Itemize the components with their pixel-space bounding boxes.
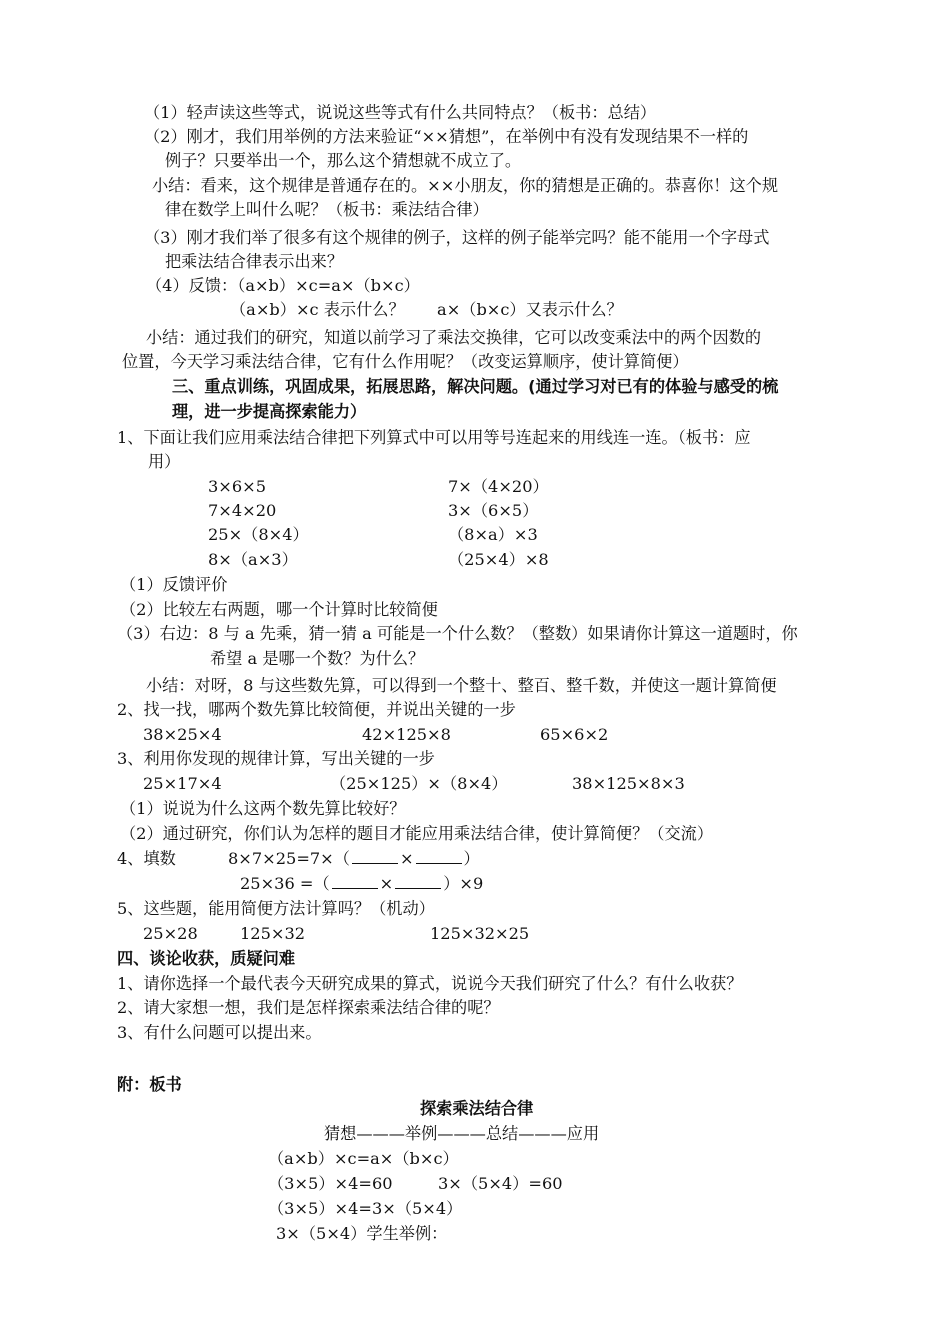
- summary2-line1: 小结：通过我们的研究，知道以前学习了乘法交换律，它可以改变乘法中的两个因数的: [146, 328, 762, 347]
- board-title: 探索乘法结合律: [420, 1099, 534, 1118]
- section4-item-2: 2、请大家想一想，我们是怎样探索乘法结合律的呢？: [117, 998, 500, 1017]
- right-expr-1: 7×（4×20）: [448, 477, 549, 496]
- right-expr-2: 3×（6×5）: [448, 501, 539, 520]
- section4-item-3: 3、有什么问题可以提出来。: [117, 1023, 322, 1042]
- section3-heading-line1: 三、重点训练，巩固成果，拓展思路，解决问题。(通过学习对已有的体验与感受的梳: [172, 377, 779, 396]
- board-flow: 猜想———举例———总结———应用: [324, 1124, 600, 1143]
- q1-text: （1）轻声读这些等式，说说这些等式有什么共同特点？（板书：总结）: [144, 103, 657, 122]
- answer-blank[interactable]: [395, 872, 441, 889]
- ex3-item-1: 25×17×4: [143, 774, 222, 793]
- ex5-item-3: 125×32×25: [430, 924, 530, 943]
- section4-heading: 四、谈论收获，质疑问难: [117, 949, 296, 968]
- q4-sub: （a×b）×c 表示什么？ a×（b×c）又表示什么？: [230, 300, 623, 319]
- ex4-b-start: 25×36 =（: [240, 874, 330, 893]
- ex1-line1: 1、下面让我们应用乘法结合律把下列算式中可以用等号连起来的用线连一连。（板书：应: [117, 428, 751, 447]
- ex1-q3-line2: 希望 a 是哪一个数？为什么？: [210, 649, 425, 668]
- left-expr-2: 7×4×20: [208, 501, 277, 520]
- ex1-q2: （2）比较左右两题，哪一个计算时比较简便: [120, 600, 438, 619]
- answer-blank[interactable]: [352, 847, 398, 864]
- ex2-title: 2、找一找，哪两个数先算比较简便，并说出关键的一步: [117, 700, 516, 719]
- board-label: 附：板书: [117, 1075, 182, 1094]
- left-expr-1: 3×6×5: [208, 477, 267, 496]
- ex1-q1: （1）反馈评价: [120, 575, 228, 594]
- answer-blank[interactable]: [332, 872, 378, 889]
- board-example-d: 3×（5×4）学生举例：: [276, 1224, 448, 1243]
- ex1-summary: 小结：对呀，8 与这些数先算，可以得到一个整十、整百、整千数，并使这一题计算简便: [146, 676, 777, 695]
- ex4-a-mid: ×: [399, 849, 414, 868]
- right-expr-4: （25×4）×8: [448, 550, 549, 569]
- board-formula: （a×b）×c=a×（b×c）: [268, 1149, 459, 1168]
- ex2-item-1: 38×25×4: [143, 725, 222, 744]
- ex3-title: 3、利用你发现的规律计算，写出关键的一步: [117, 749, 435, 768]
- ex4-a-start: 8×7×25=7×（: [228, 849, 350, 868]
- ex3-item-2: （25×125）×（8×4）: [330, 774, 508, 793]
- ex5-title: 5、这些题，能用简便方法计算吗？（机动）: [117, 899, 435, 918]
- ex2-item-2: 42×125×8: [362, 725, 451, 744]
- ex4-equation-a: [228, 847, 480, 871]
- ex3-q1: （1）说说为什么这两个数先算比较好？: [120, 799, 406, 818]
- summary1-line1: 小结：看来，这个规律是普通存在的。××小朋友，你的猜想是正确的。恭喜你！这个规: [152, 176, 779, 195]
- ex5-item-2: 125×32: [240, 924, 306, 943]
- q2-line2: 例子？只要举出一个，那么这个猜想就不成立了。: [165, 151, 522, 170]
- ex4-b-end: ）×9: [443, 874, 484, 893]
- left-expr-4: 8×（a×3）: [208, 550, 298, 569]
- ex5-item-1: 25×28: [143, 924, 198, 943]
- summary2-line2: 位置，今天学习乘法结合律，它有什么作用呢？（改变运算顺序，使计算简便）: [122, 352, 689, 371]
- ex3-item-3: 38×125×8×3: [572, 774, 685, 793]
- section3-heading-line2: 理，进一步提高探索能力）: [172, 402, 367, 421]
- q2-line1: （2）刚才，我们用举例的方法来验证“××猜想”，在举例中有没有发现结果不一样的: [144, 127, 749, 146]
- left-expr-3: 25×（8×4）: [208, 525, 309, 544]
- ex4-label: 4、填数: [117, 849, 176, 868]
- answer-blank[interactable]: [416, 847, 462, 864]
- board-example-b: 3×（5×4）=60: [438, 1174, 563, 1193]
- ex4-equation-b: [240, 872, 483, 896]
- q3-line1: （3）刚才我们举了很多有这个规律的例子，这样的例子能举完吗？能不能用一个字母式: [144, 228, 770, 247]
- q3-line2: 把乘法结合律表示出来？: [165, 252, 344, 271]
- ex4-b-mid: ×: [379, 874, 394, 893]
- summary1-line2: 律在数学上叫什么呢？（板书：乘法结合律）: [165, 200, 489, 219]
- ex1-q3-line1: （3）右边：8 与 a 先乘，猜一猜 a 可能是一个什么数？（整数）如果请你计算这一道题时，你: [117, 624, 798, 643]
- ex2-item-3: 65×6×2: [540, 725, 609, 744]
- section4-item-1: 1、请你选择一个最代表今天研究成果的算式，说说今天我们研究了什么？有什么收获？: [117, 974, 743, 993]
- right-expr-3: （8×a）×3: [448, 525, 538, 544]
- ex4-a-end: ）: [463, 849, 480, 868]
- q4-text: （4）反馈：（a×b）×c=a×（b×c）: [146, 276, 420, 295]
- board-example-c: （3×5）×4=3×（5×4）: [268, 1199, 463, 1218]
- board-example-a: （3×5）×4=60: [268, 1174, 393, 1193]
- ex1-line2: 用）: [148, 452, 181, 471]
- ex3-q2: （2）通过研究，你们认为怎样的题目才能应用乘法结合律，使计算简便？（交流）: [120, 824, 714, 843]
